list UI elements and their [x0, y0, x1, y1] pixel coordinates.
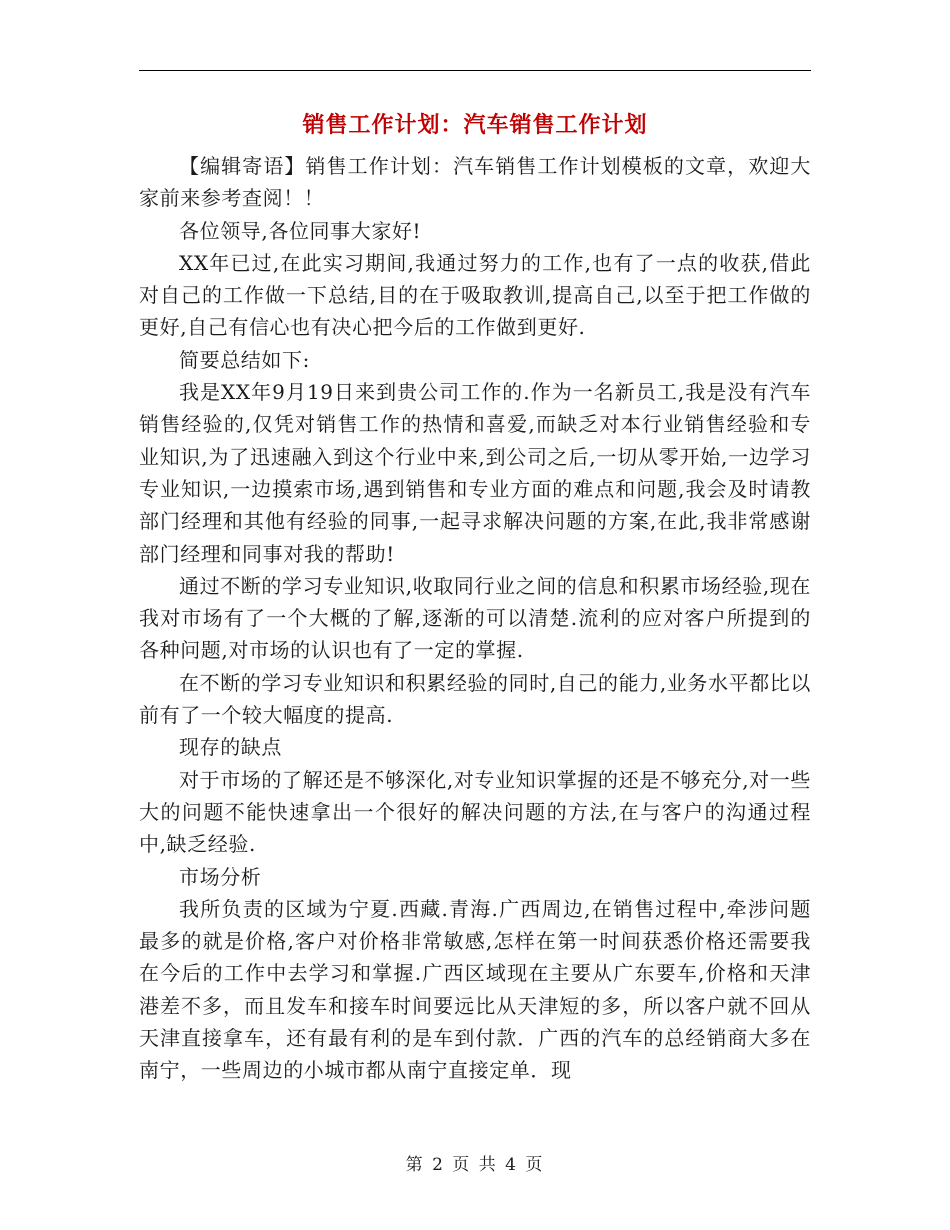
paragraph-shortcomings-heading: 现存的缺点	[179, 735, 282, 760]
document-body	[139, 150, 811, 1087]
paragraph-improvement: 在不断的学习专业知识和积累经验的同时,自己的能力,业务水平都比以前有了一个较大幅度的提高.	[139, 670, 811, 728]
paragraph-greeting: 各位领导,各位同事大家好!	[179, 218, 422, 243]
paragraph-market-analysis: 我所负责的区域为宁夏.西藏.青海.广西周边,在销售过程中,牵涉问题最多的就是价格,客户对价格非常敏感,怎样在第一时间获悉价格还需要我在今后的工作中去学习和掌握.广西区域现在主要从广东要车,价格和天津港差不多，而且发车和接车时间要远比从天津短的多，所以客户就不回从天津直接拿车，还有最有利的是车到付款．广西的汽车的总经销商大多在南宁，一些周边的小城市都从南宁直接定单．现	[139, 896, 811, 1083]
header-rule	[139, 70, 811, 71]
document-title: 销售工作计划：汽车销售工作计划	[302, 112, 648, 138]
paragraph-editor-note: 【编辑寄语】销售工作计划：汽车销售工作计划模板的文章，欢迎大家前来参考查阅！！	[139, 154, 811, 211]
paragraph-market-heading: 市场分析	[179, 864, 262, 889]
paragraph-learning: 通过不断的学习专业知识,收取同行业之间的信息和积累市场经验,现在我对市场有了一个大概的了解,逐渐的可以清楚.流利的应对客户所提到的各种问题,对市场的认识也有了一定的掌握.	[139, 573, 811, 663]
paragraph-summary-heading: 简要总结如下:	[179, 347, 310, 372]
page-number-footer: 第 2 页 共 4 页	[405, 1155, 545, 1175]
paragraph-shortcomings: 对于市场的了解还是不够深化,对专业知识掌握的还是不够充分,对一些大的问题不能快速拿出一个很好的解决问题的方法,在与客户的沟通过程中,缺乏经验.	[139, 767, 811, 857]
paragraph-intro: XX年已过,在此实习期间,我通过努力的工作,也有了一点的收获,借此对自己的工作做一下总结,目的在于吸取教训,提高自己,以至于把工作做的更好,自己有信心也有决心把今后的工作做到更好.	[139, 250, 811, 340]
paragraph-background: 我是XX年9月19日来到贵公司工作的.作为一名新员工,我是没有汽车销售经验的,仅凭对销售工作的热情和喜爱,而缺乏对本行业销售经验和专业知识,为了迅速融入到这个行业中来,到公司之后,一切从零开始,一边学习专业知识,一边摸索市场,遇到销售和专业方面的难点和问题,我会及时请教部门经理和其他有经验的同事,一起寻求解决问题的方案,在此,我非常感谢部门经理和同事对我的帮助!	[139, 380, 811, 566]
